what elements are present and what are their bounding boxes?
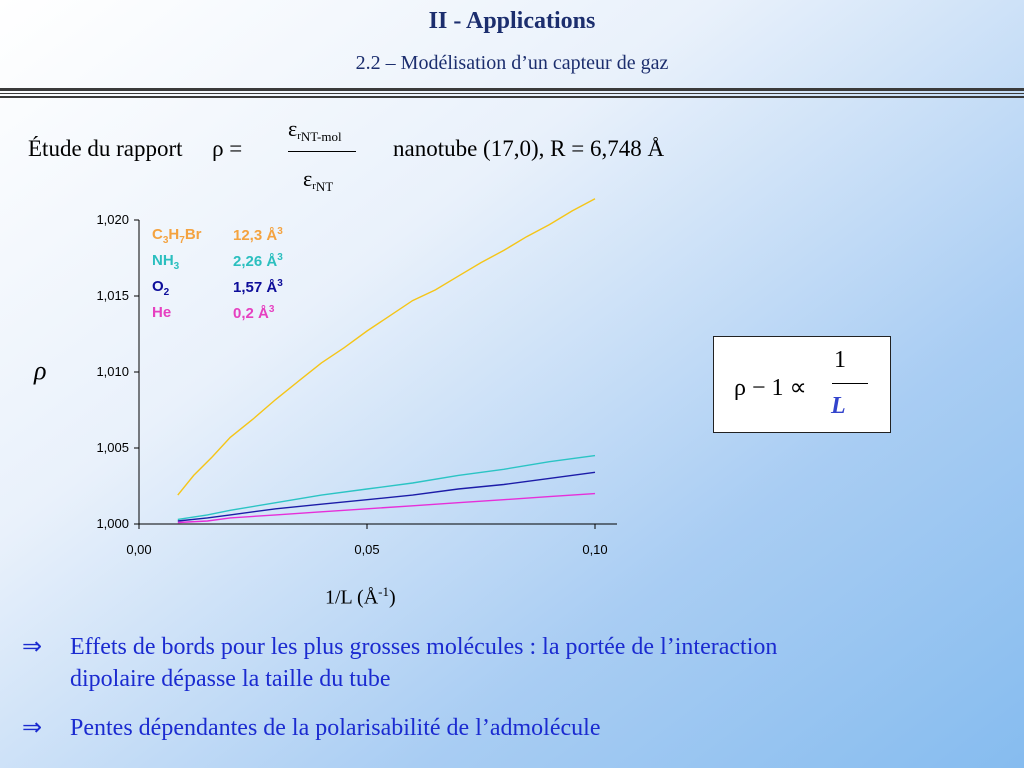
proportionality-fraction-bar [832, 383, 868, 384]
numerator-subscript: NT-mol [300, 129, 342, 144]
header-rule-thin [0, 93, 1024, 94]
nanotube-info: nanotube (17,0), R = 6,748 Å [393, 136, 665, 161]
epsilon-denominator: ε [303, 166, 313, 191]
legend-series-value: 1,57 $Å^3$ [233, 278, 283, 296]
bullet-2 [22, 712, 600, 744]
bullet-1-line-2: dipolaire dépasse la taille du tube [70, 666, 391, 692]
legend-series-value: 2,26 $Å^3$ [233, 252, 283, 270]
implies-arrow-icon: ⇒ [22, 634, 43, 660]
y-tick-label: 1,020 [96, 212, 129, 227]
ratio-numerator [288, 116, 342, 145]
x-tick-label: 0,05 [354, 542, 380, 557]
slide-title: II - Applications [428, 8, 596, 34]
legend-series-value: 0,2 $Å^3$ [233, 304, 275, 322]
bullet-1 [22, 631, 777, 695]
proportionality-numerator: 1 [834, 347, 846, 373]
bullet-1-line-1: Effets de bords pour les plus grosses molécules : la portée de l’interaction [70, 634, 778, 660]
x-axis-label-text: 1/L (Å [325, 586, 379, 609]
bullet-2-line-1: Pentes dépendantes de la polarisabilité de l’admolécule [70, 715, 601, 741]
x-axis-label [325, 584, 396, 610]
proportionality-denominator: L [831, 393, 846, 419]
proportionality-box [713, 336, 891, 433]
x-tick-label: 0,00 [126, 542, 152, 557]
y-tick-label: 1,000 [96, 516, 129, 531]
header-rule [0, 88, 1024, 91]
intro-label: Étude du rapport [28, 136, 183, 161]
slide-subtitle: 2.2 – Modélisation d’un capteur de gaz [355, 52, 669, 74]
series-line-nh3 [178, 456, 595, 520]
series-line-o2 [178, 472, 595, 521]
x-tick-label: 0,10 [582, 542, 608, 557]
intro-text [28, 136, 242, 162]
legend-series-name: $C_3H_7Br$ [152, 226, 202, 246]
rho-equals: ρ = [212, 136, 243, 161]
legend-series-name: He [152, 304, 172, 321]
proportionality-lhs: ρ − 1 ∝ [734, 375, 807, 401]
y-axis-label: ρ [34, 356, 47, 385]
implies-arrow-icon: ⇒ [22, 715, 43, 741]
x-axis-label-close: ) [388, 586, 396, 609]
denominator-subscript: NT [315, 179, 334, 194]
numerator-subscript-r: r [297, 130, 301, 142]
ratio-denominator [303, 166, 333, 195]
y-tick-label: 1,005 [96, 440, 129, 455]
epsilon-numerator: ε [288, 116, 298, 141]
y-tick-label: 1,010 [96, 364, 129, 379]
legend-series-name: $NH_3$ [152, 252, 180, 272]
x-axis-label-sup: -1 [378, 584, 389, 599]
denominator-subscript-r: r [312, 180, 316, 192]
legend-series-value: 12,3 $Å^3$ [233, 226, 283, 244]
y-tick-label: 1,015 [96, 288, 129, 303]
ratio-fraction-bar [288, 151, 356, 152]
legend-series-name: $O_2$ [152, 278, 170, 298]
series-line-he [178, 494, 595, 523]
header-rule-bottom [0, 96, 1024, 98]
